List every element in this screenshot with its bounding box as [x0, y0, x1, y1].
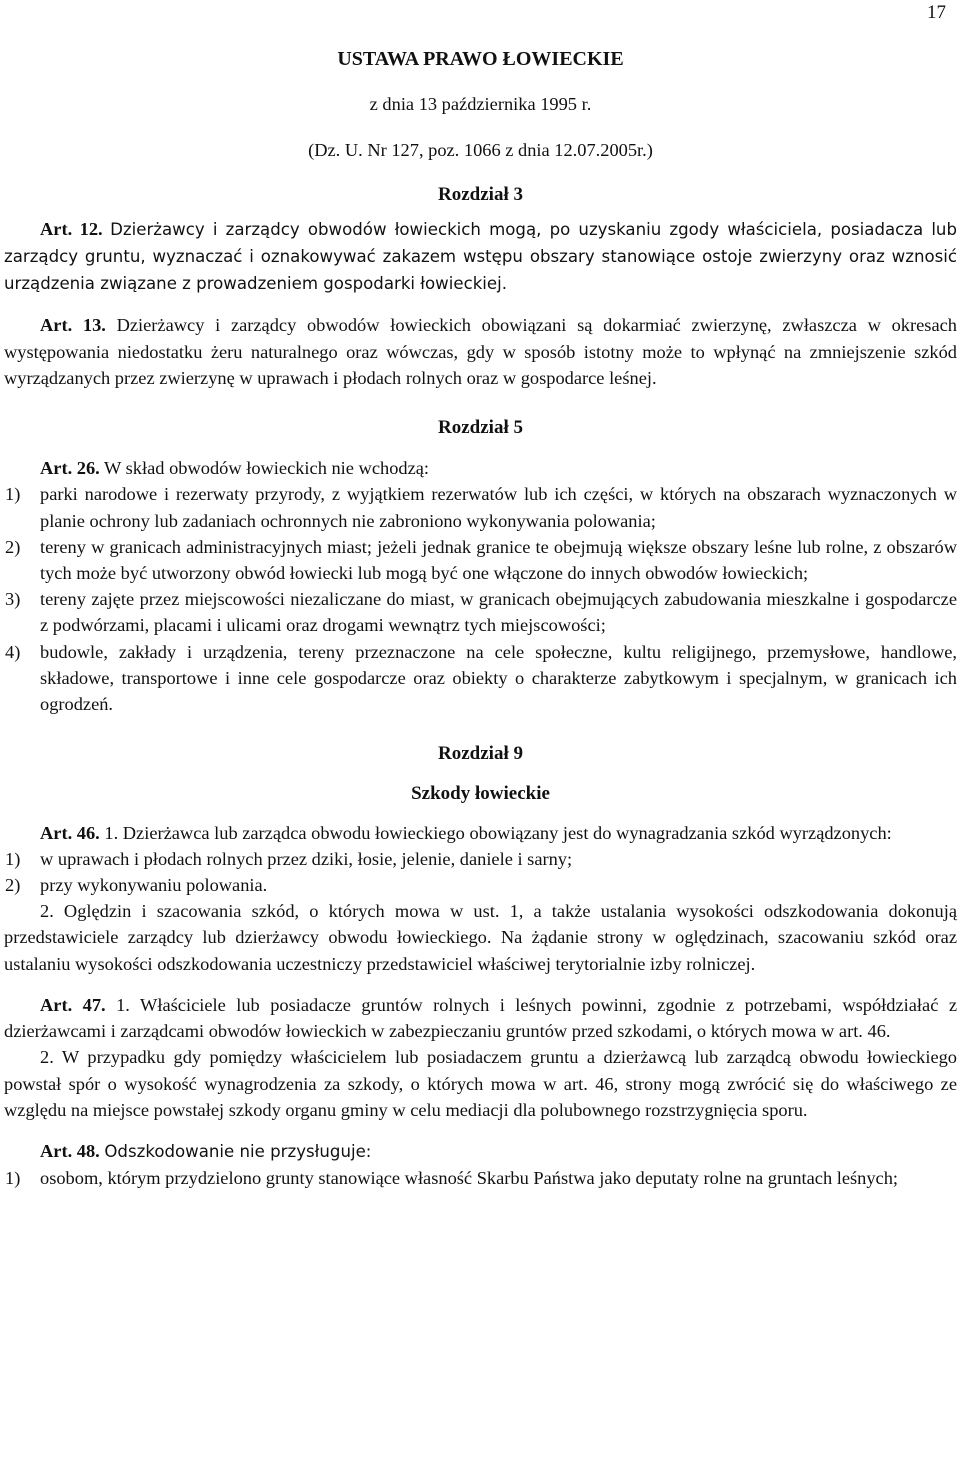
art-46-list: [4, 846, 957, 898]
list-item: [4, 872, 957, 898]
chapter-5-heading: Rozdział 5: [438, 417, 523, 439]
list-item: [4, 846, 957, 872]
art-46-paragraph-2: 2. Oględzin i szacowania szkód, o których mowa w ust. 1, a także ustalania wysokości odszkodowania dokonują przedstawiciele zarządcy lub dzierżawcy obwodu łowieckiego. Na żądanie strony w oględzinach, szacowaniu szkód oraz ustalaniu wysokości odszkodowania uczestniczy przedstawiciel właściwej terytorialnie izby rolniczej.: [4, 901, 957, 974]
list-item-text: osobom, którym przydzielono grunty stanowiące własność Skarbu Państwa jako deputaty rolne na gruntach leśnych;: [40, 1168, 899, 1189]
list-item-number: 2): [5, 875, 21, 896]
art-13-text: Dzierżawcy i zarządcy obwodów łowieckich obowiązani są dokarmiać zwierzynę, zwłaszcza w okresach występowania niedostatku żeru naturalnego oraz wówczas, gdy w sposób istotny może to wpłynąć na zmniejszenie szkód wyrządzanych przez zwierzynę w uprawach i płodach rolnych oraz w gospodarce leśnej.: [4, 315, 957, 388]
document-title: USTAWA PRAWO ŁOWIECKIE: [337, 48, 624, 70]
art-48-intro: Odszkodowanie nie przysługuje:: [104, 1141, 372, 1161]
art-46-label: Art. 46.: [40, 822, 100, 843]
art-26-paragraph: [4, 455, 957, 481]
list-item: [4, 481, 957, 533]
art-47-label: Art. 47.: [40, 994, 106, 1015]
art-48-paragraph: [4, 1138, 957, 1165]
list-item-text: parki narodowe i rezerwaty przyrody, z wyjątkiem rezerwatów lub ich części, w których na obszarach wyznaczonych w planie ochrony lub zadaniach ochronnych nie zabroniono wykonywania polowania;: [40, 484, 957, 531]
list-item-number: 4): [5, 641, 21, 662]
list-item-number: 2): [5, 536, 21, 557]
list-item-text: tereny w granicach administracyjnych miast; jeżeli jednak granice te obejmują większe obszary leśne lub rolne, z obszarów tych może być utworzony obwód łowiecki lub mogą być one włączone do innych obwodów łowieckich;: [40, 536, 957, 584]
art-47-paragraph-2: 2. W przypadku gdy pomiędzy właścicielem lub posiadaczem gruntu a dzierżawcą lub zarządcą obwodu łowieckiego powstał spór o wysokość wynagrodzenia za szkody, o których mowa w art. 46, strony mogą zwrócić się do właściwego ze względu na miejsce powstałej szkody organu gminy w celu mediacji dla polubownego rozstrzygnięcia sporu.: [4, 1047, 957, 1120]
art-13-paragraph: [4, 312, 957, 391]
chapter-9-heading: Rozdział 9: [438, 743, 523, 765]
art-12-paragraph: [4, 216, 957, 298]
list-item: [4, 639, 957, 718]
list-item-text: budowle, zakłady i urządzenia, tereny przeznaczone na cele społeczne, kultu religijnego, przemysłowe, handlowe, składowe, transportowe i inne cele gospodarcze oraz obiekty o charakterze zabytkowym i specjalnym, w granicach ich ogrodzeń.: [40, 641, 957, 715]
list-item-number: 1): [5, 1168, 21, 1189]
art-47-paragraph-1: [4, 992, 957, 1044]
art-12-label: Art. 12.: [40, 218, 103, 239]
art-48-list: [4, 1165, 957, 1191]
art-46-p1-text: 1. Dzierżawca lub zarządca obwodu łowieckiego obowiązany jest do wynagradzania szkód wyrządzonych:: [104, 822, 892, 843]
list-item: [4, 534, 957, 586]
art-26-intro: W skład obwodów łowieckich nie wchodzą:: [104, 458, 430, 479]
list-item-text: tereny zajęte przez miejscowości niezaliczane do miast, w granicach obejmujących zabudowania mieszkalne i gospodarcze z podwórzami, placami i ulicami oraz drogami wewnątrz tych miejscowości;: [40, 589, 957, 636]
list-item-number: 3): [5, 589, 21, 610]
art-47-p1-text: 1. Właściciele lub posiadacze gruntów rolnych i leśnych powinni, zgodnie z potrzebami, współdziałać z dzierżawcami i zarządcami obwodów łowieckich w zabezpieczaniu gruntów przed szkodami, o których mowa w art. 46.: [4, 994, 957, 1042]
chapter-3-heading: Rozdział 3: [438, 183, 523, 205]
art-48-label: Art. 48.: [40, 1140, 100, 1161]
document-body: [4, 46, 957, 1191]
list-item-number: 1): [5, 484, 21, 505]
document-source: (Dz. U. Nr 127, poz. 1066 z dnia 12.07.2005r.): [308, 140, 653, 161]
art-12-text: Dzierżawcy i zarządcy obwodów łowieckich mogą, po uzyskaniu zgody właściciela, posiadacza lub zarządcy gruntu, wyznaczać i oznakowywać zakazem wstępu obszary stanowiące ostoje zwierzyny oraz wznosić urządzenia związane z prowadzeniem gospodarki łowieckiej.: [4, 219, 957, 294]
page-number: 17: [927, 2, 946, 23]
list-item-text: przy wykonywaniu polowania.: [40, 875, 268, 896]
list-item-text: w uprawach i płodach rolnych przez dziki, łosie, jelenie, daniele i sarny;: [40, 848, 573, 869]
document-date: z dnia 13 października 1995 r.: [369, 94, 592, 115]
art-13-label: Art. 13.: [40, 315, 106, 336]
chapter-9-subheading: Szkody łowieckie: [411, 783, 550, 805]
art-46-paragraph-1: [4, 820, 957, 846]
list-item: [4, 586, 957, 638]
list-item: [4, 1165, 957, 1191]
art-26-label: Art. 26.: [40, 458, 100, 479]
list-item-number: 1): [5, 848, 21, 869]
art-26-list: [4, 481, 957, 717]
